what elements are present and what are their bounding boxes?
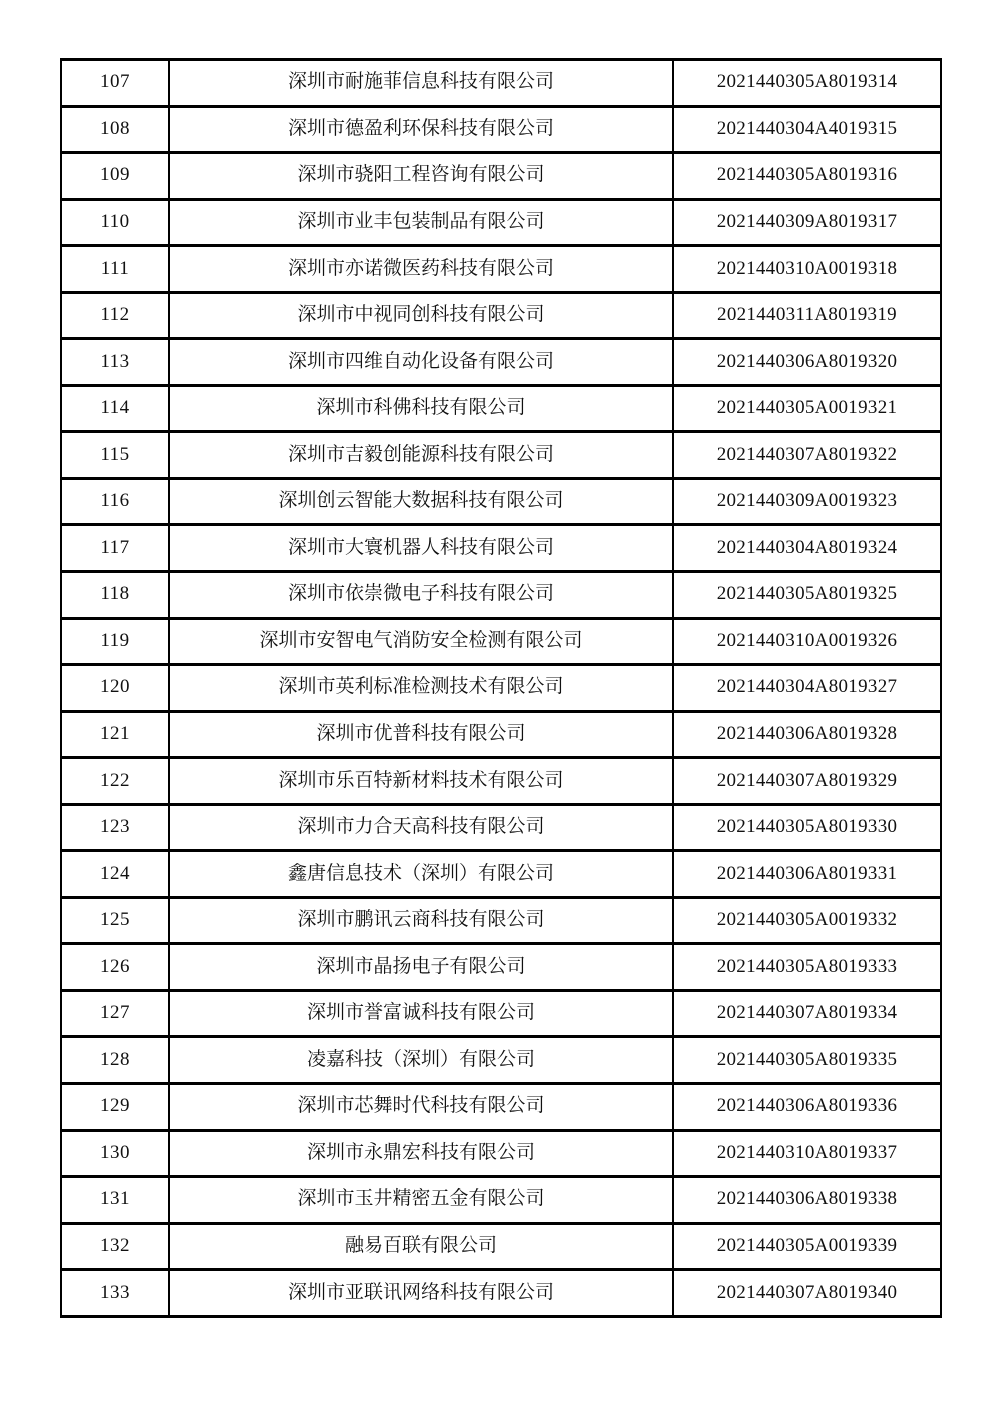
table-row: [61, 432, 941, 479]
company-name-cell: 深圳市吉毅创能源科技有限公司: [169, 432, 673, 479]
table-row: [61, 1223, 941, 1270]
table-row: [61, 851, 941, 898]
row-number-cell: 122: [61, 758, 169, 805]
row-number-cell: 108: [61, 106, 169, 153]
table-row: [61, 153, 941, 200]
table-row: [61, 385, 941, 432]
registration-code-cell: 2021440304A8019324: [673, 525, 941, 572]
table-row: [61, 525, 941, 572]
table-row: [61, 1084, 941, 1131]
table-row: [61, 897, 941, 944]
row-number-cell: 129: [61, 1084, 169, 1131]
row-number-cell: 125: [61, 897, 169, 944]
row-number-cell: 124: [61, 851, 169, 898]
company-name-cell: 凌嘉科技（深圳）有限公司: [169, 1037, 673, 1084]
company-name-cell: 深圳市亦诺微医药科技有限公司: [169, 246, 673, 293]
company-name-cell: 深圳市大寰机器人科技有限公司: [169, 525, 673, 572]
row-number-cell: 110: [61, 199, 169, 246]
company-name-cell: 深圳市骁阳工程咨询有限公司: [169, 153, 673, 200]
registration-code-cell: 2021440305A0019332: [673, 897, 941, 944]
row-number-cell: 117: [61, 525, 169, 572]
registration-code-cell: 2021440305A8019314: [673, 60, 941, 107]
registration-code-cell: 2021440305A8019325: [673, 572, 941, 619]
row-number-cell: 133: [61, 1270, 169, 1317]
row-number-cell: 130: [61, 1130, 169, 1177]
row-number-cell: 113: [61, 339, 169, 386]
table-row: [61, 665, 941, 712]
company-name-cell: 鑫唐信息技术（深圳）有限公司: [169, 851, 673, 898]
registration-code-cell: 2021440306A8019328: [673, 711, 941, 758]
table-row: [61, 990, 941, 1037]
company-name-cell: 深圳市四维自动化设备有限公司: [169, 339, 673, 386]
registration-code-cell: 2021440309A0019323: [673, 478, 941, 525]
company-name-cell: 深圳市芯舞时代科技有限公司: [169, 1084, 673, 1131]
registration-code-cell: 2021440305A8019333: [673, 944, 941, 991]
company-name-cell: 深圳市业丰包装制品有限公司: [169, 199, 673, 246]
company-name-cell: 融易百联有限公司: [169, 1223, 673, 1270]
company-name-cell: 深圳市乐百特新材料技术有限公司: [169, 758, 673, 805]
row-number-cell: 121: [61, 711, 169, 758]
registration-code-cell: 2021440304A8019327: [673, 665, 941, 712]
company-name-cell: 深圳市鹏讯云商科技有限公司: [169, 897, 673, 944]
table-row: [61, 246, 941, 293]
company-name-cell: 深圳市德盈利环保科技有限公司: [169, 106, 673, 153]
company-name-cell: 深圳市安智电气消防安全检测有限公司: [169, 618, 673, 665]
company-name-cell: 深圳市誉富诚科技有限公司: [169, 990, 673, 1037]
registration-code-cell: 2021440307A8019340: [673, 1270, 941, 1317]
table-row: [61, 1177, 941, 1224]
company-name-cell: 深圳市英利标准检测技术有限公司: [169, 665, 673, 712]
registration-code-cell: 2021440305A0019321: [673, 385, 941, 432]
registration-code-cell: 2021440305A0019339: [673, 1223, 941, 1270]
row-number-cell: 119: [61, 618, 169, 665]
registration-code-cell: 2021440311A8019319: [673, 292, 941, 339]
company-name-cell: 深圳市晶扬电子有限公司: [169, 944, 673, 991]
table-row: [61, 1130, 941, 1177]
registration-code-cell: 2021440307A8019322: [673, 432, 941, 479]
company-name-cell: 深圳市永鼎宏科技有限公司: [169, 1130, 673, 1177]
row-number-cell: 132: [61, 1223, 169, 1270]
registration-code-cell: 2021440305A8019335: [673, 1037, 941, 1084]
table-row: [61, 944, 941, 991]
row-number-cell: 126: [61, 944, 169, 991]
row-number-cell: 131: [61, 1177, 169, 1224]
registration-code-cell: 2021440306A8019320: [673, 339, 941, 386]
table-row: [61, 618, 941, 665]
row-number-cell: 127: [61, 990, 169, 1037]
table-row: [61, 478, 941, 525]
company-name-cell: 深圳市中视同创科技有限公司: [169, 292, 673, 339]
table-row: [61, 339, 941, 386]
table-row: [61, 60, 941, 107]
registration-code-cell: 2021440306A8019331: [673, 851, 941, 898]
row-number-cell: 116: [61, 478, 169, 525]
row-number-cell: 112: [61, 292, 169, 339]
row-number-cell: 111: [61, 246, 169, 293]
registration-code-cell: 2021440307A8019329: [673, 758, 941, 805]
table-row: [61, 711, 941, 758]
registration-code-cell: 2021440305A8019330: [673, 804, 941, 851]
table-row: [61, 292, 941, 339]
row-number-cell: 118: [61, 572, 169, 619]
row-number-cell: 120: [61, 665, 169, 712]
table-row: [61, 1270, 941, 1317]
registration-code-cell: 2021440304A4019315: [673, 106, 941, 153]
registration-code-cell: 2021440306A8019336: [673, 1084, 941, 1131]
registration-code-cell: 2021440309A8019317: [673, 199, 941, 246]
company-name-cell: 深圳市依崇微电子科技有限公司: [169, 572, 673, 619]
company-name-cell: 深圳市耐施菲信息科技有限公司: [169, 60, 673, 107]
table-row: [61, 106, 941, 153]
table-body: [61, 60, 941, 1317]
registration-code-cell: 2021440310A8019337: [673, 1130, 941, 1177]
company-name-cell: 深圳市亚联讯网络科技有限公司: [169, 1270, 673, 1317]
registration-code-cell: 2021440310A0019318: [673, 246, 941, 293]
row-number-cell: 115: [61, 432, 169, 479]
table-row: [61, 758, 941, 805]
company-name-cell: 深圳创云智能大数据科技有限公司: [169, 478, 673, 525]
table-row: [61, 199, 941, 246]
table-row: [61, 1037, 941, 1084]
row-number-cell: 128: [61, 1037, 169, 1084]
registration-code-cell: 2021440306A8019338: [673, 1177, 941, 1224]
table-row: [61, 804, 941, 851]
company-name-cell: 深圳市科佛科技有限公司: [169, 385, 673, 432]
row-number-cell: 114: [61, 385, 169, 432]
row-number-cell: 107: [61, 60, 169, 107]
company-name-cell: 深圳市优普科技有限公司: [169, 711, 673, 758]
registration-code-cell: 2021440307A8019334: [673, 990, 941, 1037]
row-number-cell: 123: [61, 804, 169, 851]
registration-code-cell: 2021440310A0019326: [673, 618, 941, 665]
company-registration-table: [60, 58, 942, 1318]
row-number-cell: 109: [61, 153, 169, 200]
table-row: [61, 572, 941, 619]
registration-code-cell: 2021440305A8019316: [673, 153, 941, 200]
company-name-cell: 深圳市力合天高科技有限公司: [169, 804, 673, 851]
company-name-cell: 深圳市玉井精密五金有限公司: [169, 1177, 673, 1224]
